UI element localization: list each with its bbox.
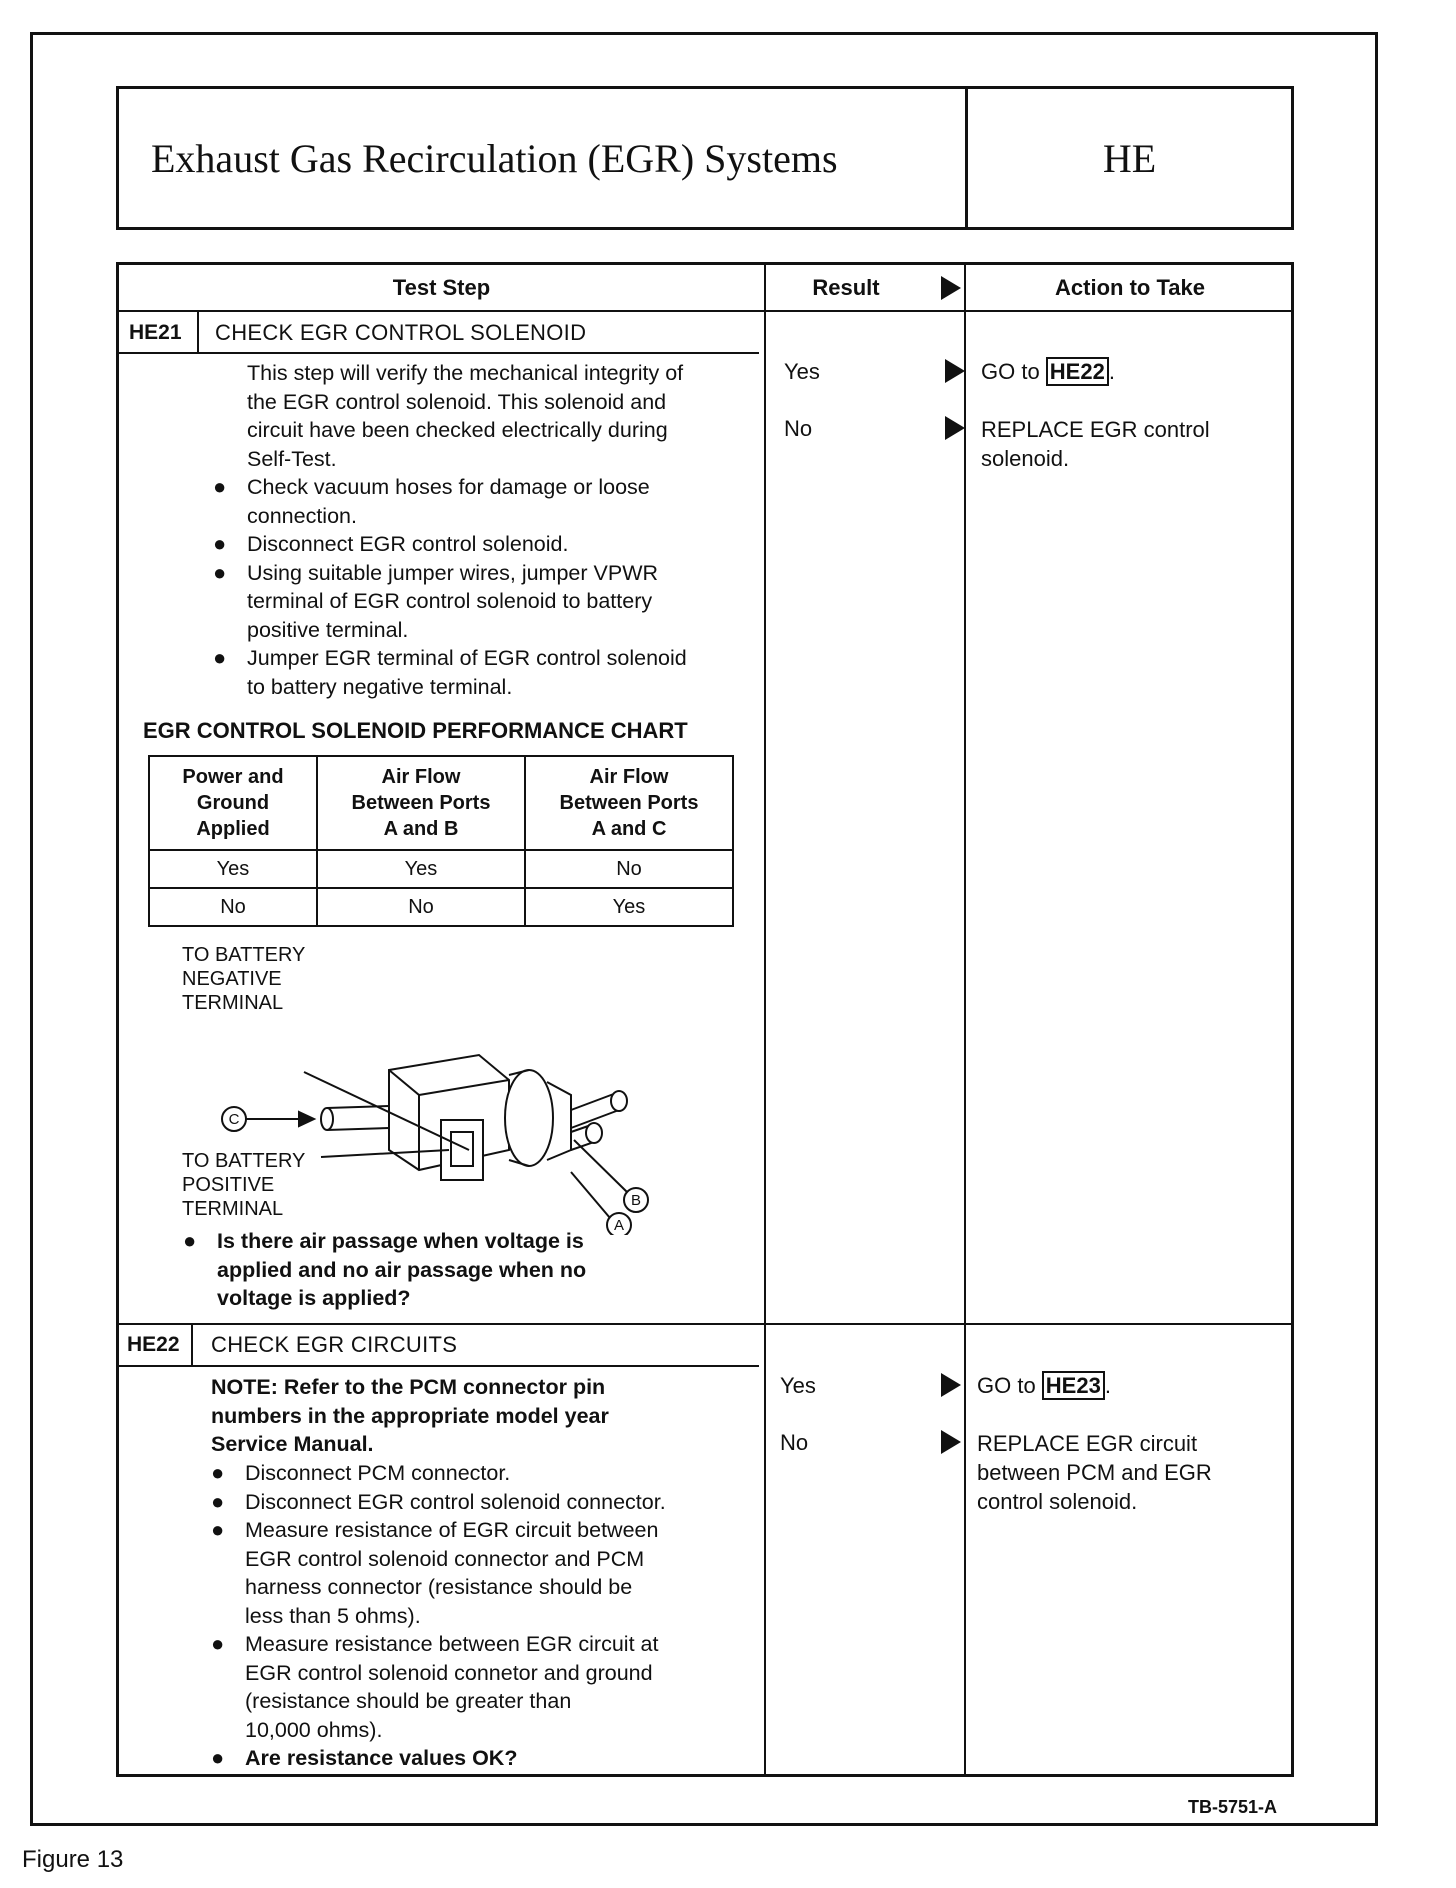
he22-action-no (977, 1429, 1212, 1516)
chart-cell: Yes (149, 850, 317, 888)
action-line: solenoid. (981, 446, 1070, 471)
chart-header-cell (149, 756, 317, 850)
chart-cell: No (525, 850, 733, 888)
bullet-line: Disconnect PCM connector. (245, 1461, 511, 1485)
action-text: . (1108, 359, 1115, 384)
header-test-step: Test Step (392, 275, 491, 300)
action-text: GO to (981, 359, 1046, 384)
bullet-line: terminal of EGR control solenoid to battery (247, 589, 653, 613)
he21-title-divider (119, 352, 759, 354)
bullet-line: EGR control solenoid connetor and ground (245, 1660, 653, 1685)
bullet-icon: ● (211, 1460, 225, 1485)
he22-id: HE22 (127, 1333, 180, 1356)
result-arrow-icon (945, 359, 965, 383)
note-line: Service Manual. (211, 1432, 374, 1456)
question-line: voltage is applied? (217, 1286, 411, 1310)
he21-bullet (213, 559, 687, 645)
port-c-label: C (228, 1111, 240, 1128)
label-line: POSITIVE (182, 1174, 275, 1196)
bullet-icon: ● (213, 559, 227, 585)
action-line: control solenoid. (977, 1489, 1138, 1514)
bullet-line: less than 5 ohms). (245, 1603, 421, 1628)
label-line: TERMINAL (182, 992, 284, 1014)
bullet-line: Check vacuum hoses for damage or loose (247, 475, 650, 499)
he21-id: HE21 (129, 321, 182, 344)
chart-header-cell (317, 756, 525, 850)
bullet-line: Measure resistance between EGR circuit at (245, 1632, 659, 1656)
action-line: between PCM and EGR (977, 1460, 1212, 1485)
chart-header-line: Power and (182, 766, 284, 788)
egr-solenoid-diagram (179, 1000, 699, 1235)
bullet-line: Jumper EGR terminal of EGR control solenoid (247, 646, 687, 670)
chart-header-line: Between Ports (559, 792, 699, 814)
header-result: Result (812, 275, 880, 300)
he21-bullet (213, 644, 687, 701)
he22-bullet (211, 1488, 666, 1517)
bullet-icon: ● (211, 1517, 225, 1542)
he21-result-no: No (784, 416, 813, 441)
result-arrow-icon (941, 1430, 961, 1454)
chart-cell: No (317, 888, 525, 926)
label-line: TERMINAL (182, 1198, 284, 1220)
question-line: Is there air passage when voltage is (217, 1229, 584, 1253)
bullet-icon: ● (211, 1488, 225, 1514)
label-line: TO BATTERY (182, 1150, 306, 1172)
label-line: TO BATTERY (182, 944, 306, 966)
he21-intro-line: circuit have been checked electrically during (247, 418, 668, 442)
he22-action-yes (977, 1371, 1111, 1400)
section-code: HE (1102, 135, 1157, 181)
port-a-label: A (613, 1217, 625, 1234)
he22-question: Are resistance values OK? (245, 1746, 518, 1770)
title-box (116, 86, 1294, 230)
he22-question-row (211, 1744, 666, 1773)
bullet-icon: ● (211, 1631, 225, 1656)
bullet-line: connection. (247, 503, 357, 528)
he22-result-no: No (780, 1430, 809, 1455)
chart-cell: Yes (525, 888, 733, 926)
result-arrow-icon (941, 1373, 961, 1397)
bullet-icon: ● (213, 645, 227, 670)
performance-chart-title: EGR CONTROL SOLENOID PERFORMANCE CHART (143, 718, 688, 743)
chart-header-line: Air Flow (381, 766, 461, 788)
he21-bullet (213, 473, 687, 530)
action-line: REPLACE EGR circuit (977, 1431, 1198, 1456)
bullet-line: Measure resistance of EGR circuit between (245, 1518, 659, 1542)
he21-question-row (183, 1227, 586, 1313)
port-b-label: B (630, 1192, 642, 1209)
note-line: numbers in the appropriate model year (211, 1403, 609, 1428)
chart-cell: No (149, 888, 317, 926)
bullet-line: harness connector (resistance should be (245, 1575, 633, 1599)
he22-bullet (211, 1630, 666, 1744)
chart-header-line: A and C (591, 818, 667, 840)
question-line: applied and no air passage when no (217, 1257, 587, 1282)
he21-intro-line: the EGR control solenoid. This solenoid and (247, 389, 667, 414)
he21-action-no (981, 415, 1210, 473)
he21-title: CHECK EGR CONTROL SOLENOID (215, 320, 587, 345)
chart-header-line: Applied (196, 818, 270, 840)
bullet-line: 10,000 ohms). (245, 1717, 383, 1742)
he22-bullet (211, 1516, 666, 1630)
action-text: . (1104, 1373, 1111, 1398)
chart-header-line: A and B (383, 818, 459, 840)
chart-header-line: Between Ports (351, 792, 491, 814)
he22-title: CHECK EGR CIRCUITS (211, 1332, 458, 1357)
bullet-icon: ● (211, 1745, 225, 1770)
he21-intro-line: This step will verify the mechanical integrity of (247, 361, 684, 385)
header-action: Action to Take (1055, 275, 1205, 300)
he22-note (211, 1373, 609, 1459)
he22-result-yes: Yes (780, 1373, 816, 1398)
he22-link[interactable]: HE22 (1046, 357, 1109, 386)
result-arrow-icon (945, 416, 965, 440)
header-arrow-icon (941, 276, 961, 300)
he21-action-yes (981, 357, 1115, 386)
figure-caption: Figure 13 (22, 1846, 124, 1873)
chart-header-cell (525, 756, 733, 850)
chart-header-line: Air Flow (589, 766, 669, 788)
he23-link[interactable]: HE23 (1042, 1371, 1105, 1400)
figure-id: TB-5751-A (1188, 1797, 1278, 1817)
label-line: NEGATIVE (182, 968, 282, 990)
chart-row (149, 850, 733, 888)
chart-header-line: Ground (196, 792, 270, 814)
chart-cell: Yes (317, 850, 525, 888)
bullet-line: to battery negative terminal. (247, 674, 513, 699)
he22-title-divider (119, 1365, 759, 1367)
action-text: GO to (977, 1373, 1042, 1398)
bullet-line: EGR control solenoid connector and PCM (245, 1546, 645, 1571)
he21-intro (247, 359, 683, 473)
he21-bullet (213, 530, 687, 559)
he22-bullet (211, 1459, 666, 1488)
page-title: Exhaust Gas Recirculation (EGR) Systems (119, 89, 968, 227)
step-divider (119, 1323, 1291, 1325)
chart-header-row (149, 756, 733, 850)
bullet-line: (resistance should be greater than (245, 1689, 572, 1713)
he21-bullets (213, 473, 687, 701)
bullet-line: Using suitable jumper wires, jumper VPWR (247, 560, 659, 585)
note-line: NOTE: Refer to the PCM connector pin (211, 1375, 606, 1399)
test-step-table (116, 262, 1294, 1777)
he22-bullets (211, 1459, 666, 1773)
he21-result-yes: Yes (784, 359, 820, 384)
column-divider (764, 265, 766, 1774)
column-divider (964, 265, 966, 1774)
bullet-line: Disconnect EGR control solenoid connector. (245, 1489, 666, 1514)
he21-intro-line: Self-Test. (247, 446, 337, 471)
bullet-icon: ● (213, 474, 227, 499)
performance-chart (148, 755, 734, 927)
action-line: REPLACE EGR control (981, 417, 1210, 442)
bullet-icon: ● (183, 1228, 197, 1253)
bullet-line: positive terminal. (247, 617, 409, 642)
bullet-line: Disconnect EGR control solenoid. (247, 532, 569, 556)
he21-question (183, 1227, 586, 1313)
bullet-icon: ● (213, 531, 227, 556)
chart-row (149, 888, 733, 926)
